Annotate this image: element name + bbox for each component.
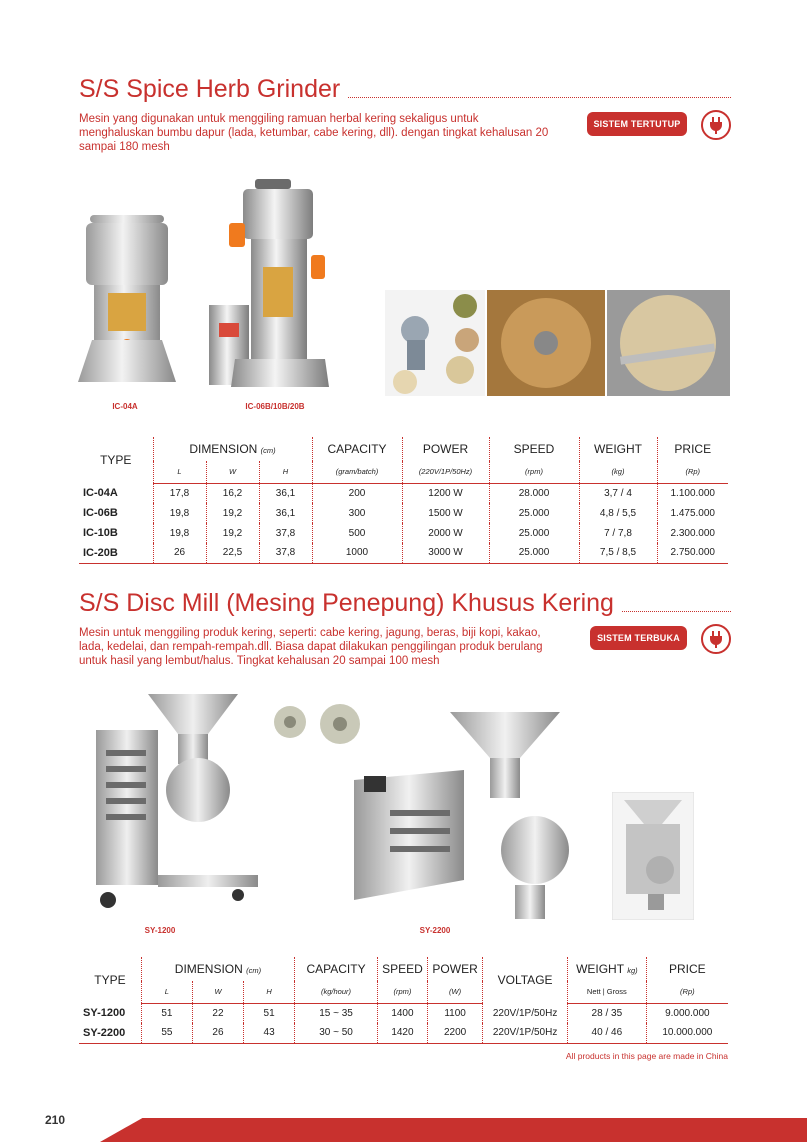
header-power: POWER bbox=[427, 957, 482, 981]
closed-system-badge: SISTEM TERTUTUP bbox=[587, 112, 687, 136]
subheader-l: L bbox=[153, 461, 206, 483]
section1-description: Mesin yang digunakan untuk menggiling ramuan herbal kering sekaligus untuk menghaluskan bumbu dapur (lada, ketumbar, cabe kering, dll). dengan tingkat kehalusan 20 sampai 180 mesh bbox=[79, 113, 549, 153]
grinding-process-photos bbox=[385, 290, 730, 396]
section2-spec-table bbox=[79, 957, 728, 1044]
plug-icon bbox=[701, 110, 731, 140]
caption-ic-06b: IC-06B/10B/20B bbox=[245, 402, 305, 411]
subheader-speed: (rpm) bbox=[377, 981, 427, 1003]
subheader-price: (Rp) bbox=[646, 981, 728, 1003]
table-row: SY-1200 51 22 51 15 ~ 35 1400 1100 220V/1P/50Hz 28 / 35 9.000.000 bbox=[79, 1003, 728, 1023]
plug-icon bbox=[701, 624, 731, 654]
header-price: PRICE bbox=[646, 957, 728, 981]
header-speed: SPEED bbox=[489, 437, 579, 461]
sy-1200-disc-mill-photo bbox=[88, 690, 260, 920]
table-row: IC-10B 19,8 19,2 37,8 500 2000 W 25.000 7 / 7,8 2.300.000 bbox=[79, 523, 728, 543]
subheader-power: (W) bbox=[427, 981, 482, 1003]
table-row: IC-04A 17,8 16,2 36,1 200 1200 W 28.000 3,7 / 4 1.100.000 bbox=[79, 483, 728, 503]
subheader-w: W bbox=[192, 981, 243, 1003]
header-type: TYPE bbox=[94, 973, 126, 987]
subheader-weight: (kg) bbox=[579, 461, 657, 483]
ic-04a-grinder-photo bbox=[72, 205, 182, 395]
sy-2200-disc-mill-photo bbox=[350, 710, 570, 922]
header-capacity: CAPACITY bbox=[312, 437, 402, 461]
title-dotted-rule bbox=[348, 97, 731, 98]
header-dimension: DIMENSION (cm) bbox=[153, 437, 312, 461]
header-dimension: DIMENSION (cm) bbox=[141, 957, 294, 981]
header-capacity: CAPACITY bbox=[295, 957, 378, 981]
subheader-h: H bbox=[259, 461, 312, 483]
made-in-china-note: All products in this page are made in China bbox=[565, 1051, 728, 1061]
caption-sy-1200: SY-1200 bbox=[144, 926, 176, 935]
header-type: TYPE bbox=[100, 453, 132, 467]
section1-spec-table bbox=[79, 437, 728, 564]
subheader-power: (220V/1P/50Hz) bbox=[402, 461, 489, 483]
table-row: IC-06B 19,8 19,2 36,1 300 1500 W 25.000 4,8 / 5,5 1.475.000 bbox=[79, 503, 728, 523]
subheader-speed: (rpm) bbox=[489, 461, 579, 483]
subheader-weight: Nett | Gross bbox=[568, 981, 647, 1003]
footer-bar bbox=[100, 1118, 807, 1142]
subheader-price: (Rp) bbox=[657, 461, 728, 483]
subheader-l: L bbox=[141, 981, 192, 1003]
section1-title: S/S Spice Herb Grinder bbox=[79, 75, 731, 104]
disc-mill-side-photo bbox=[612, 792, 694, 920]
ic-06b-grinder-photo bbox=[205, 175, 330, 395]
header-voltage: VOLTAGE bbox=[483, 957, 568, 1003]
caption-ic-04a: IC-04A bbox=[112, 402, 138, 411]
header-weight: WEIGHT bbox=[579, 437, 657, 461]
section2-description: Mesin untuk menggiling produk kering, seperti: cabe kering, jagung, beras, biji kopi, kakao, lada, kedelai, dan rempah-rempah.dll. Biasa dapat dilakukan penggilingan produk berulang untuk hasil yang lembut/halus. Tingkat kehalusan 20 sampai 100 mesh bbox=[79, 627, 543, 667]
subheader-w: W bbox=[206, 461, 259, 483]
subheader-capacity: (kg/hour) bbox=[295, 981, 378, 1003]
title-dotted-rule bbox=[622, 611, 731, 612]
header-power: POWER bbox=[402, 437, 489, 461]
header-weight: WEIGHT kg) bbox=[568, 957, 647, 981]
subheader-capacity: (gram/batch) bbox=[312, 461, 402, 483]
header-speed: SPEED bbox=[377, 957, 427, 981]
table-row: SY-2200 55 26 43 30 ~ 50 1420 2200 220V/1P/50Hz 40 / 46 10.000.000 bbox=[79, 1023, 728, 1043]
caption-sy-2200: SY-2200 bbox=[419, 926, 451, 935]
table-row: IC-20B 26 22,5 37,8 1000 3000 W 25.000 7,5 / 8,5 2.750.000 bbox=[79, 543, 728, 563]
open-system-badge: SISTEM TERBUKA bbox=[590, 626, 687, 650]
page-number: 210 bbox=[45, 1113, 66, 1127]
header-price: PRICE bbox=[657, 437, 728, 461]
subheader-h: H bbox=[244, 981, 295, 1003]
section2-title: S/S Disc Mill (Mesing Penepung) Khusus Kering bbox=[79, 589, 731, 618]
